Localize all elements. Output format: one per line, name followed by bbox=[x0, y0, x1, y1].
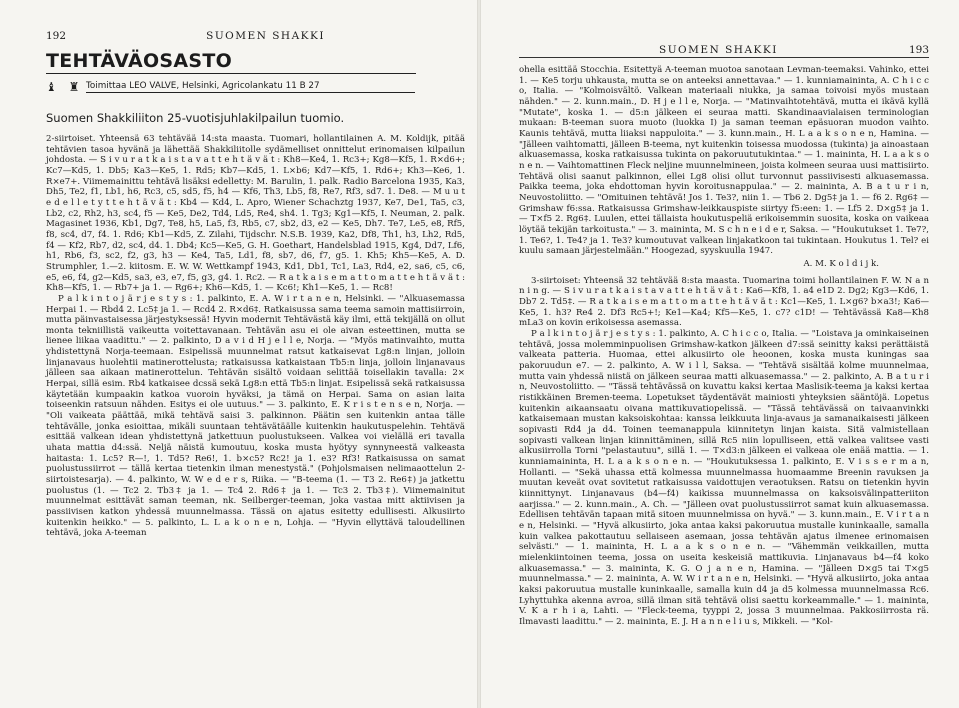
left-page-number: 192 bbox=[46, 30, 67, 42]
left-paragraph-2: P a l k i n t o j ä r j e s t y s : 1. palkinto, E. A. W i r t a n e n, Helsinki. — "Alkuasemassa Herpai 1. — Rbd4 2. Lc5‡ ja 1. — Rcd4 2. R×d6‡. Ratkaisussa sama teema samoin mattisiirroin, mutta päinvastaisessa järjestyksessä! Hyvin modernit Tehtävästä käy ilmi, että tekijällä on ollut monta tekniillistä vaikeutta voitettavanaan. Tehtävän asu ei ole aivan esteettinen, mutta se lienee liikaa vaadittu." — 2. palkinto, D a v i d H j e l l e, Norja. — "Myös matinvaihto, mutta yhdistettynä Norja-teemaan. Esipelissä muunnelmat ratsut katkaisevat Lg8:n linjan, jolloin linjanavaus huolehtii matinerottelusta; ratkaisussa katkaistaan Tb5:n linja, jolloin linjanavaus jälleen saa aikaan matinerottelun. Tehtävän sisältö voidaan selittää toisellakin tavalla: 2× Herpai, sillä esim. Rb4 katkaisee dcssä sekä Lg8:n että Tb5:n linjat. Esipelissä sekä ratkaisussa käytetään kumpaakin katkoa vuoroin hyväksi, ja tämä on Herpai. Sama on asian laita toiseenkin ratsuun nähden. Esitys ei ole uutuus." — 3. palkinto, E. K r i s t e n s e n, Norja. — "Oli vaikeata päättää, mikä tehtävä saisi 3. palkinnon. Päätin sen kuitenkin antaa tälle tehtävälle, jonka esioittaa, mikäli suuntaan tehtävätäälle kuitenkin haukutuspelehin. Tehtävä esittää valkean idean yhdistettynä jatkettuun puolustukseen. Valkea voi vielällä eri tavalla uhata mattia d4:ssä. Neljä näistä kumoutuu, koska musta hyötyy synnyneestä valkeasta haitasta: 1. Lc5? R—!, 1. Td5? Re6!, 1. b×c5? Rc2! ja 1. e3? Rf3! Ratkaisussa on samat puolustussiirrot — tällä kertaa tietenkin ilman menestystä." (Pohjolsmaisen nelimaaottelun 2-siirtoistesarja). — 4. palkinto, W. W e d e r s, Riika. — "B-teema (1. — T3 2. Re6‡) ja jatkettu puolustus (1. — Tc2 2. Tb3‡ ja 1. — Tc4 2. Rd6‡ ja 1. — Tc3 2. Tb3‡). Viimemainitut muunnelmat esittävät saman teeman, nk. Seilberger-teeman, joka vastaa mitt aktiivisen ja passiivisen katkon yhdessä muunnelmassa. Tässä on ajatus esitetty edullisesti. Alkusiirto kuitenkin heikko." — 5. palkinto, L. L a k o n e n, Lohja. — "Hyvin ellyttävä taloudellinen tehtävä, joka A-teeman bbox=[46, 293, 465, 539]
left-journal-name: SUOMEN SHAKKI bbox=[206, 30, 325, 42]
editor-row bbox=[46, 78, 465, 96]
left-running-head bbox=[46, 30, 465, 42]
left-page bbox=[0, 0, 479, 708]
right-paragraph-1: ohella esittää Stocchia. Esitettyä A-teeman muotoa sanotaan Levman-teemaksi. Vahinko, ettei 1. — Ke5 torju uhkausta, mutta se on anteeksi annettavaa." — 1. kunniamaininta, A. C h i c c o, Italia. — "Kolmoisvältö. Valkean materiaali niukka, ja samaa toivoisi myös mustaan nähden." — 2. kunn.main., D. H j e l l e, Norja. — "Matinvaihtotehtävä, mutta ei ikävä kyllä "Mutate", koska 1. — d5:n jälkeen ei seuraa matti. Skandinaavialaisen terminologian mukaan: B-teeman suora muoto (luokka I) ja saman teeman epäsuoran muodon vaihto. Kaunis tehtävä, mutta liiaksi nappuloita." — 3. kunn.main., H. L a a k s o n e n, Hamina. — "Jälleen vaihtomatti, jälleen B-teema, nyt kuitenkin toisessa muodossa (tukinta) ja ainoastaan alkuasemassa, koska ratkaisussa tukinta on pakoruututukintaa." — 1. maininta, H. L a a k s o n e n. — Vaihtomattinen Fleck neljine muunnelmineen, joista kolmeen seuraa uusi mattisiirto. Tehtävä olisi saanut palkinnon, ellei Lg8 olisi ollut turvonnut passiivisesti alkuasemassa. Paikka teema, joka ehdottoman hyvin koroitusnappulaa." — 2. maininta, A. B a t u r i n, Neuvostoliitto. — "Omituinen tehtävä! Jos 1. Te3?, niin 1. — Tb6 2. Dg5‡ ja 1. — f6 2. Rg6‡ — Grimshaw f6:ssa. Ratkaisussa Grimshaw-leikkauspiste siirtyy f5:een: 1. — Lf5 2. D×g5‡ ja 1. — T×f5 2. Rg6‡. Luulen, ettei tällaista houkutuspeliä erikoisemmin suosita, koska on vaikeaa löytää tekijän tarkoitusta." — 3. maininta, M. S c h n e i d e r, Saksa. — "Houkutukset 1. Te7?, 1. Te6?, 1. Te4? ja 1. Te3? kumoutuvat valkean linjakatkoon tai tukintaan. Houkutus 1. Tel? ei kuulu samaan järjestelmään." Hoogezad, syyskuulla 1947. bbox=[519, 65, 929, 257]
right-page bbox=[479, 0, 959, 708]
chess-pieces-icon: ♝ ♜ bbox=[46, 80, 84, 94]
section-title: TEHTÄVÄOSASTO bbox=[46, 50, 416, 74]
right-paragraph-3: P a l k i n t o j ä r j e s t y s : 1. palkinto, A. C h i c c o, Italia. — "Loistava ja ominkaiseinen tehtävä, jossa molemminpuolisen Grimshaw-katkon jälkeen d7:ssä seinitty kaksi perättäistä valkeata patteria. Huomaa, ettei alkusiirto ole heoonen, koska musta kuningas saa pakoruudun e7. — 2. palkinto, A. W i l l, Saksa. — "Tehtävä sisältää kolme muunnelmaa, mutta vain yhdessä niistä on jälkeen seuraa matti alkuasemassa." — 2. palkinto, A. B a t u r i n, Neuvostoliitto. — "Tässä tehtävässä on kuvattu kaksi kertaa Maslisik-teema ja kaksi kertaa ristikkäinen Bremen-teema. Lopetukset täydentävät mainiosti yhteyksien sääntöjä. Lopetus kuitenkin aikaansaatu oivana mattikuvatiopelissä. — "Tässä tehtävässä on taivaanvinkki katkaisemaan mustan kaksoiskohtaa: kanssa leikkuuta linja-avaus ja samanaikaisesti jälkeen sopivasti Rd4 ja d4. Toinen teemanappula kiinnitetyn linjan kaista. Sitä valmistellaan sopivasti valkean linjan kiinnittäminen, sillä Rc5 niin lopulliseen, että valkea valitsee vasti alkusiirrolla Torni "pelastautuu", sillä 1. — T×d3:n jälkeen ei valkeaa ole enää mattia. — 1. kunniamaininta, H. L a a k s o n e n. — "Houkutuksessa 1. palkinto, E. V i s s e r m a n, Hollanti. — "Sekä uhassa että kolmessa muunnelmassa huomaamme Breenin ravuksen ja muutan keveät ovat sovitetut ratkaisussa vaidottujen veraotuksen. Ratsu on tietenkin hyvin kiinnittynyt. Linjanavaus (b4—f4) kaikissa muunnelmassa on kaksoisvälinpatteriiton aarjissa." — 2. kunn.main., A. Ch. — "Jälleen ovat puolustussiirrot samat kuin alkuasemassa. Edellisen tehtävän tapaan mitä sitoen muunnelmissa on hyvä." — 3. kunn.main., E. V i r t a n e n, Helsinki. — "Hyvä alkusiirto, joka antaa kaksi pakoruutua mustalle kuninkaalle, samalla kuin valkea pakottautuu sellaiseen asemaan, jossa tehtävän ajatus ilmenee erinomaisen selvästi." — 1. maininta, H. L a a k s o n e n. — "Vähemmän veikkaillen, mutta mielenkiintoinen teema, jossa on useita keskeisiä mattikuvia. Linjanavaus b4—f4 koko alkuasemassa." — 3. maininta, K. G. O j a n e n, Hamina. — "Jälleen D×g5 tai T×g5 muunnelmassa." — 2. maininta, A. W. W i r t a n e n, Helsinki. — "Hyvä alkusiirto, joka antaa kaksi pakoruutua mustalle kuninkaalle, samalla kuin d4 ja d5 kolmessa muunnelmassa Rc6. Lyhyttuhka akenna avroa, sillä ilman sitä tehtävä olisi saettu korkeammalle." — 1. maininta, V. K a r h i a, Lahti. — "Fleck-teema, tyyppi 2, jossa 3 muunnelmaa. Pakkosiirrosta rä. Ilmavasti laadittu." — 2. maininta, E. J. H a n n e l i u s, Mikkeli. — "Kol- bbox=[519, 329, 929, 627]
left-paragraph-1: 2-siirtoiset. Yhteensä 63 tehtävää 14:sta maasta. Tuomari, hollantilainen A. M. Koldijk, pitää tehtävien tasoa hyvänä ja lähettää Shakkiliitolle sydämelliset onnittelut erinomaisen kilpailun johdosta. — S i v u r a t k a i s t a v a t t e h t ä v ä t : Kh8—Ke4, 1. Rc3+; Kg8—Kf5, 1. R×d6+; Kc7—Kd5, 1. Db5; Ka3—Ke5, 1. Rd5; Kb7—Kd5, 1. L×b6; Kd7—Kf5, 1. Rd6+; Kh3—Ke6, 1. R×e7+. Viimemainittu tehtävä lisäksi edelletty: M. Barulin, 1. palk. Radio Barcelona 1935, Ka3, Dh5, Te2, f1, Lb1, h6, Rc3, c5, sd5, f5, h4 — Kf6, Th3, Lb5, f8, Re7, Rf3, sd7. 1. De8. — M u u t e d e l l e t y t t e h t ä v ä t : Kb4 — Kd4, L. Apro, Wiener Schachztg 1937, Ke7, De1, Ta5, c3, Lb2, c2, Rh2, h3, sc4, f5 — Ke5, De2, Td4, Ld5, Re4, sh4. 1. Tg3; Kg1—Kf5, I. Neuman, 2. palk. Magasinet 1936, Kb1, Dg7, Te8, h5, La5, f3, Rb5, c7, sb2, d3, e2 — Ke5, Dh7. Te7, Le5, e8, Rf5, f8, sc4, d7, f4. 1. Rd6; Kb1—Kd5, Z. Zilahi, Tijdschr. N.S.B. 1939, Ka2, Df8, Th1, h3, Lh2, Rd5, f4 — Kf2, Rb7, d2, sc4, d4. 1. Db4; Kc5—Ke5, G. H. Goethart, Handelsblad 1915, Kg4, Dd7, Lf6, h1, Rb6, f3, sc2, f2, g3, h3 — Ke4, Ta5, Ld1, f8, sb7, d6, f7, g5. 1. Kh5; Kh5—Ke5, A. D. Strumphler, 1.—2. kiitosm. E. W. W. Wettkampf 1943, Kd1, Db1, Tc1, La3, Rd4, e2, sa6, c5, c6, e5, e6, f4, g2—Kd5, sa3, e3, e7, f5, g3, g4. 1. Rc2. — R a t k a i s e m a t t o m a t t e h t ä v ä t : Kh8—Kf5, 1. — Rb7+ ja 1. — Rg6+; Kh6—Kd5, 1. — Kc6!; Kh1—Ke5, 1. — Rc8! bbox=[46, 134, 465, 294]
judge-signature: A. M. K o l d i j k. bbox=[803, 258, 879, 269]
right-paragraph-2: 3-siirtoiset: Yhteensä 32 tehtävää 8:sta maasta. Tuomarina toimi hollantilainen F. W. N a n n i n g. — S i v u r a t k a i s t a v a t t e h t ä v ä t : Ka6—Kf8, 1. a4 e1D 2. Dg2; Kg3—Kd6, 1. Db7 2. Td5‡. — R a t k a i s e m a t t o m a t t e h t ä v ä t : Kc1—Ke5, 1. L×g6? b×a3!; Ka6—Ke5, 1. h3? Re4 2. Df3 Rc5+!; Ke1—Ka4; Kf5—Ke5, 1. c7? c1D! — Tehtävässä Ka8—Kh8 mLa3 on kovin erikoisessa asemassa. bbox=[519, 275, 929, 329]
right-journal-name: SUOMEN SHAKKI bbox=[659, 44, 778, 56]
article-subtitle: Suomen Shakkiliiton 25-vuotisjuhlakilpailun tuomio. bbox=[46, 111, 345, 125]
right-running-head bbox=[519, 44, 929, 58]
editor-credit: Toimittaa LEO VALVE, Helsinki, Agricolankatu 11 B 27 bbox=[86, 81, 415, 93]
right-page-number: 193 bbox=[908, 44, 929, 56]
